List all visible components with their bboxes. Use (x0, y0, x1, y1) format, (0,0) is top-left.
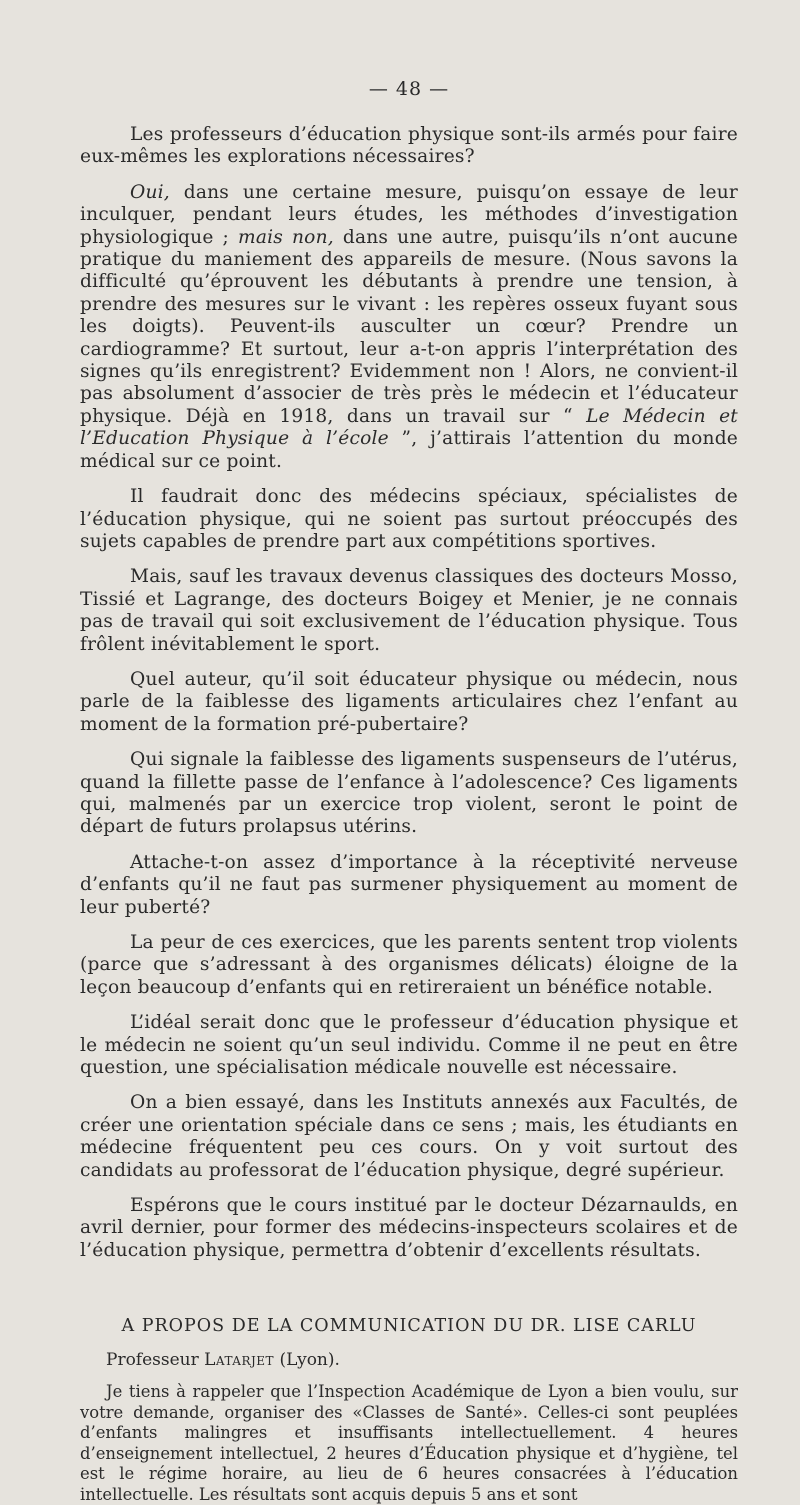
text-segment: Les professeurs d’éducation physique sont-ils armés pour faire eux-mêmes les explorations nécessaires? (80, 124, 738, 168)
paragraph (80, 669, 738, 736)
paragraph (80, 852, 738, 919)
text-segment: Attache-t-on assez d’importance à la réceptivité nerveuse d’enfants qu’il ne faut pas surmener physiquement au moment de leur puberté? (80, 851, 738, 918)
author-name: Latarjet (204, 1350, 275, 1371)
text-segment: Il faudrait donc des médecins spéciaux, spécialistes de l’éducation physique, qui ne soient pas surtout préoccupés des sujets capables de prendre part aux compétitions sportives. (80, 486, 738, 552)
text-segment: L’idéal serait donc que le professeur d’éducation physique et le médecin ne soient qu’un seul individu. Comme il ne peut en être question, une spécialisation médicale nouvelle est nécessaire. (80, 1012, 738, 1079)
section-title: A PROPOS DE LA COMMUNICATION DU DR. LISE CARLU (121, 1316, 697, 1337)
paragraph (80, 1012, 738, 1079)
page-number: — 48 — (368, 78, 450, 100)
paragraph (80, 486, 738, 553)
text-segment: Espérons que le cours institué par le docteur Dézarnaulds, en avril dernier, pour former des médecins-inspecteurs scolaires et de l’éducation physique, permettra d’obtenir d’excellents résultats. (80, 1195, 738, 1261)
paragraph (80, 1195, 738, 1262)
author-suffix: (Lyon). (274, 1350, 340, 1371)
text-segment: dans une certaine mesure, puisqu’on essaye de leur inculquer, pendant leurs études, les méthodes d’investigation physiologique ; (80, 181, 738, 248)
text-segment: dans une autre, puisqu’ils n’ont aucune pratique du maniement des appareils de mesure. (Nous savons la difficulté qu’éprouvent les débutants à prendre une tension, à prendre des mesures sur le vivant : les repères osseux fuyant sous les doigts). Peuvent-ils ausculter un cœur? Prendre un cardiogramme? Et surtout, leur a-t-on appris l’interprétation des signes qu’ils enregistrent? Evidemment non ! Alors, ne convient-il pas absolument d’associer de très près le médecin et l’éducateur physique. Déjà en 1918, dans un travail sur “ (80, 226, 738, 427)
section-paragraph: Je tiens à rappeler que l’Inspection Académique de Lyon a bien voulu, sur votre demande, organiser des «Classes de Santé». Celles-ci sont peuplées d’enfants malingres et insuffisants intellectuellement. 4 heures d’enseignement intellectuel, 2 heures d’Éducation physique et d’hygiène, tel est le régime horaire, au lieu de 6 heures consacrées à l’éducation intellectuelle. Les résultats sont acquis depuis 5 ans et sont (80, 1382, 738, 1504)
paragraph (80, 182, 738, 473)
italic-segment: mais non, (238, 226, 334, 248)
text-segment: Qui signale la faiblesse des ligaments suspenseurs de l’utérus, quand la fillette passe de l’enfance à l’adolescence? Ces ligaments qui, malmenés par un exercice trop violent, seront le point de départ de futurs prolapsus utérins. (80, 749, 738, 838)
text-segment: Quel auteur, qu’il soit éducateur physique ou médecin, nous parle de la faiblesse des ligaments articulaires chez l’enfant au moment de la formation pré-pubertaire? (80, 668, 738, 735)
paragraph (80, 932, 738, 999)
author-line (106, 1350, 738, 1370)
text-segment: La peur de ces exercices, que les parents sentent trop violents (parce que s’adressant à des organismes délicats) éloigne de la leçon beaucoup d’enfants qui en retireraient un bénéfice notable. (80, 932, 738, 998)
paragraph (80, 566, 738, 656)
text-segment: ”, j’attirais l’attention du monde médical sur ce point. (80, 428, 738, 472)
text-segment: On a bien essayé, dans les Instituts annexés aux Facultés, de créer une orientation spéciale dans ce sens ; mais, les étudiants en médecine fréquentent peu ces cours. On y voit surtout des candidats au professorat de l’éducation physique, degré supérieur. (80, 1092, 738, 1181)
body-text (80, 124, 738, 1262)
author-prefix: Professeur (106, 1350, 205, 1371)
paragraph (80, 749, 738, 839)
paragraph (80, 1092, 738, 1182)
italic-segment: Le Médecin et l’Education Physique à l’école (80, 405, 738, 450)
paragraph (80, 124, 738, 169)
text-segment: Mais, sauf les travaux devenus classiques des docteurs Mosso, Tissié et Lagrange, des docteurs Boigey et Menier, je ne connais pas de travail qui soit exclusivement de l’éducation physique. Tous frôlent inévitablement le sport. (80, 566, 738, 655)
italic-segment: Oui, (130, 181, 170, 203)
